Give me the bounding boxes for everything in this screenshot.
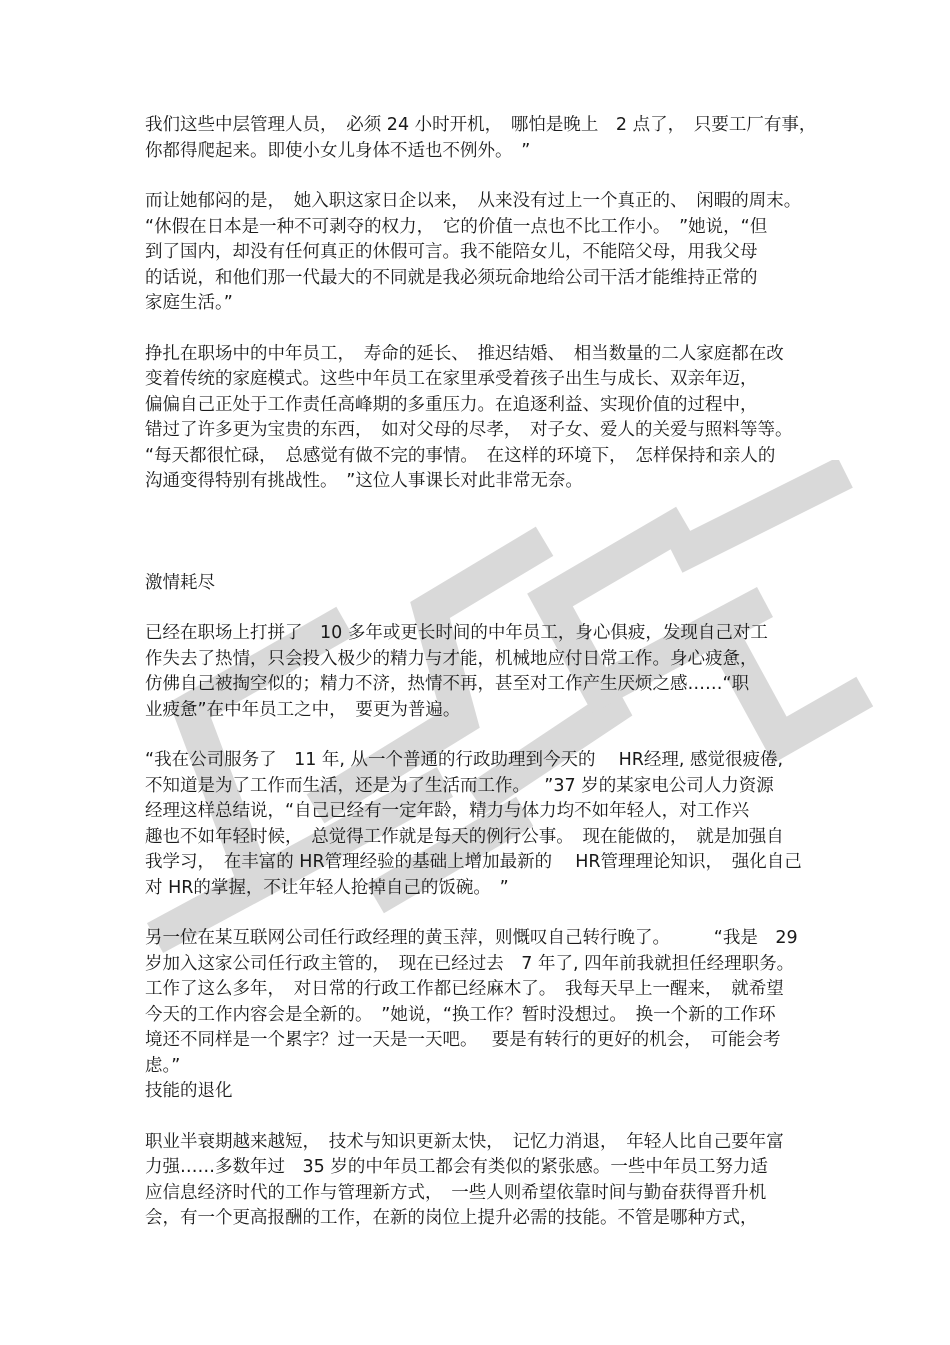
text-line: 作失去了热情，只会投入极少的精力与才能，机械地应付日常工作。身心疲惫，: [145, 648, 758, 669]
paragraph-2: [145, 189, 825, 317]
text-line: 今天的工作内容会是全新的。 ”她说，“换工作？暂时没想过。 换一个新的工作环: [145, 1004, 776, 1025]
text-line: 趣也不如年轻时候， 总觉得工作就是每天的例行公事。 现在能做的， 就是加强自: [145, 826, 784, 847]
paragraph-4: [145, 621, 825, 723]
text-line: 挣扎在职场中的中年员工， 寿命的延长、 推迟结婚、 相当数量的二人家庭都在改: [145, 343, 784, 364]
text-line: 应信息经济时代的工作与管理新方式， 一些人则希望依靠时间与勤奋获得晋升机: [145, 1182, 767, 1203]
text-line: 力强……多数年过 35 岁的中年员工都会有类似的紧张感。一些中年员工努力适: [145, 1157, 768, 1177]
text-line: 职业半衰期越来越短， 技术与知识更新太快， 记忆力消退， 年轻人比自己要年富: [145, 1131, 784, 1152]
paragraph-1: [145, 113, 825, 164]
text-line: 的话说，和他们那一代最大的不同就是我必须玩命地给公司干活才能维持正常的: [145, 267, 758, 288]
section-heading-burnout: 激情耗尽: [145, 572, 215, 593]
paragraph-3: [145, 342, 825, 495]
text-line: 工作了这么多年， 对日常的行政工作都已经麻木了。 我每天早上一醒来， 就希望: [145, 979, 784, 999]
section-heading-skill-decline: 技能的退化: [145, 1081, 233, 1101]
text-line: 对 HR的掌握，不让年轻人抢掉自己的饭碗。 ”: [145, 877, 509, 898]
text-line: 沟通变得特别有挑战性。 ”这位人事课长对此非常无奈。: [145, 471, 583, 491]
text-line: 已经在职场上打拼了 10 多年或更长时间的中年员工，身心俱疲，发现自己对工: [145, 623, 768, 643]
paragraph-6: [145, 926, 825, 1079]
document-body: [145, 113, 825, 1232]
text-line: 会，有一个更高报酬的工作，在新的岗位上提升必需的技能。不管是哪种方式，: [145, 1208, 758, 1228]
text-line: 家庭生活。”: [145, 293, 233, 313]
text-line: 我们这些中层管理人员， 必须 24 小时开机， 哪怕是晚上 2 点了， 只要工厂有事，: [145, 115, 817, 135]
text-line: 境还不同样是一个累字？过一天是一天吧。 要是有转行的更好的机会， 可能会考: [145, 1030, 781, 1050]
text-line: 而让她郁闷的是， 她入职这家日企以来， 从来没有过上一个真正的、 闲暇的周末。: [145, 191, 802, 211]
text-line: “每天都很忙碌， 总感觉有做不完的事情。 在这样的环境下， 怎样保持和亲人的: [145, 445, 776, 466]
text-line: 业疲惫”在中年员工之中， 要更为普遍。: [145, 699, 461, 720]
text-line: 偏偏自己正处于工作责任高峰期的多重压力。在追逐利益、实现价值的过程中，: [145, 394, 758, 415]
text-line: 错过了许多更为宝贵的东西， 如对父母的尽孝， 对子女、爱人的关爱与照料等等。: [145, 420, 793, 440]
text-line: 另一位在某互联网公司任行政经理的黄玉萍，则慨叹自己转行晚了。 “我是 29: [145, 928, 798, 948]
text-line: 到了国内，却没有任何真正的休假可言。我不能陪女儿，不能陪父母，用我父母: [145, 242, 758, 262]
text-line: 变着传统的家庭模式。这些中年员工在家里承受着孩子出生与成长、双亲年迈，: [145, 369, 758, 389]
text-line: 我学习， 在丰富的 HR管理经验的基础上增加最新的 HR管理理论知识， 强化自己: [145, 852, 802, 872]
text-line: “我在公司服务了 11 年, 从一个普通的行政助理到今天的 HR经理, 感觉很疲倦,: [145, 750, 784, 770]
text-line: 虑。”: [145, 1055, 181, 1076]
paragraph-7: [145, 1130, 825, 1232]
paragraph-5: [145, 748, 825, 901]
text-line: 仿佛自己被掏空似的；精力不济，热情不再，甚至对工作产生厌烦之感……“职: [145, 674, 750, 694]
text-line: 你都得爬起来。即使小女儿身体不适也不例外。 ”: [145, 140, 531, 161]
text-line: “休假在日本是一种不可剥夺的权力， 它的价值一点也不比工作小。 ”她说，“但: [145, 216, 768, 237]
text-line: 经理这样总结说，“自己已经有一定年龄，精力与体力均不如年轻人，对工作兴: [145, 801, 750, 821]
text-line: 不知道是为了工作而生活，还是为了生活而工作。 ”37 岁的某家电公司人力资源: [145, 775, 774, 796]
text-line: 岁加入这家公司任行政主管的， 现在已经过去 7 年了, 四年前我就担任经理职务。: [145, 953, 795, 974]
